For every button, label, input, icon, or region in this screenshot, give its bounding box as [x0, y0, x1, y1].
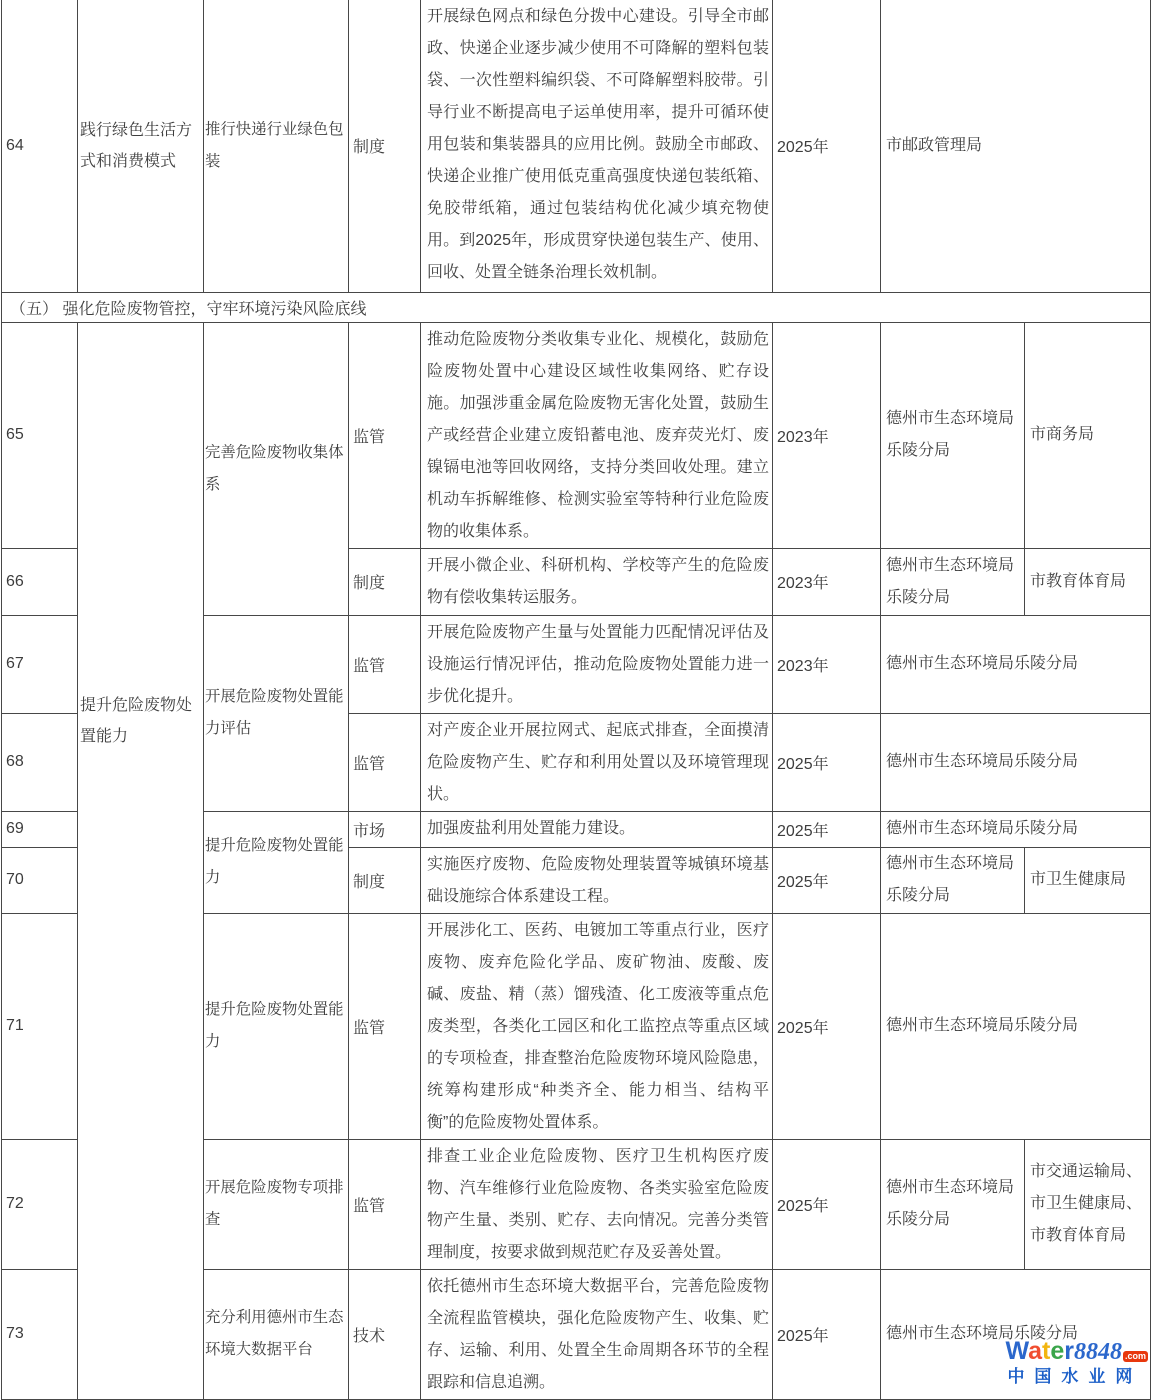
cell-r64-number: 64 — [2, 0, 78, 292]
cell-r67-year: 2023年 — [773, 615, 881, 713]
cell-r64-department: 市邮政管理局 — [881, 0, 1151, 292]
cell-r66-responsible: 德州市生态环境局乐陵分局 — [881, 548, 1025, 615]
cell-r65-description: 推动危险废物分类收集专业化、规模化，鼓励危险废物处置中心建设区域性收集网络、贮存设施。加强涉重金属危险废物无害化处置，鼓励生产或经营企业建立废铅蓄电池、废弃荧光灯、废镍镉电池等回收网络，支持分类回收处理。建立机动车拆解维修、检测实验室等特种行业危险废物的收集体系。 — [421, 322, 773, 548]
cell-r68-year: 2025年 — [773, 713, 881, 811]
cell-r71-number: 71 — [2, 913, 78, 1139]
logo-letter: W — [1005, 1337, 1029, 1365]
action-plan-table — [1, 0, 1151, 1400]
cell-r65-year: 2023年 — [773, 322, 881, 548]
cell-r69-year: 2025年 — [773, 811, 881, 847]
cell-r73-number: 73 — [2, 1269, 78, 1399]
cell-r66-cooperating: 市教育体育局 — [1025, 548, 1151, 615]
cell-r65-responsible: 德州市生态环境局乐陵分局 — [881, 322, 1025, 548]
watermark-tagline: 中国水业网 — [1007, 1367, 1143, 1386]
cell-r73-task: 充分利用德州市生态环境大数据平台 — [204, 1269, 349, 1399]
cell-r65-task: 完善危险废物收集体系 — [204, 322, 349, 615]
cell-r68-type: 监管 — [349, 713, 421, 811]
cell-r73-type: 技术 — [349, 1269, 421, 1399]
logo-number: 8848 — [1073, 1339, 1122, 1365]
table-row-64 — [2, 0, 1151, 292]
water8848-logo — [1005, 1339, 1148, 1364]
cell-r69-responsible: 德州市生态环境局乐陵分局 — [881, 811, 1151, 847]
logo-letter: a — [1028, 1337, 1043, 1365]
cell-r73-description: 依托德州市生态环境大数据平台，完善危险废物全流程监管模块，强化危险废物产生、收集、贮存、运输、利用、处置全生命周期各环节的全程跟踪和信息追溯。 — [421, 1269, 773, 1399]
section-header: （五） 强化危险废物管控，守牢环境污染风险底线 — [2, 292, 1151, 322]
cell-r71-task: 提升危险废物处置能力 — [204, 913, 349, 1139]
cell-r64-category: 践行绿色生活方式和消费模式 — [78, 0, 204, 292]
cell-r67-type: 监管 — [349, 615, 421, 713]
logo-letter: e — [1050, 1337, 1065, 1365]
cell-r65-type: 监管 — [349, 322, 421, 548]
cell-r66-type: 制度 — [349, 548, 421, 615]
cell-r67-responsible: 德州市生态环境局乐陵分局 — [881, 615, 1151, 713]
cell-r66-number: 66 — [2, 548, 78, 615]
cell-r68-number: 68 — [2, 713, 78, 811]
cell-r64-description: 开展绿色网点和绿色分拨中心建设。引导全市邮政、快递企业逐步减少使用不可降解的塑料包装袋、一次性塑料编织袋、不可降解塑料胶带。引导行业不断提高电子运单使用率，提升可循环使用包装和集装器具的应用比例。鼓励全市邮政、快递企业推广使用低克重高强度快递包装纸箱、免胶带纸箱，通过包装结构优化减少填充物使用。到2025年，形成贯穿快递包装生产、使用、回收、处置全链条治理长效机制。 — [421, 0, 773, 292]
cell-r71-description: 开展涉化工、医药、电镀加工等重点行业，医疗废物、废弃危险化学品、废矿物油、废酸、废碱、废盐、精（蒸）馏残渣、化工废液等重点危废类型，各类化工园区和化工监控点等重点区域的专项检查，排查整治危险废物环境风险隐患，统筹构建形成“种类齐全、能力相当、结构平衡”的危险废物处置体系。 — [421, 913, 773, 1139]
cell-r69-number: 69 — [2, 811, 78, 847]
cell-r72-task: 开展危险废物专项排查 — [204, 1139, 349, 1269]
cell-r64-task: 推行快递行业绿色包装 — [204, 0, 349, 292]
cell-r67-task: 开展危险废物处置能力评估 — [204, 615, 349, 811]
cell-r70-number: 70 — [2, 847, 78, 913]
section-header-row — [2, 292, 1151, 322]
cell-r64-year: 2025年 — [773, 0, 881, 292]
water8848-watermark — [1005, 1339, 1148, 1385]
cell-r67-description: 开展危险废物产生量与处置能力匹配情况评估及设施运行情况评估，推动危险废物处置能力进一步优化提升。 — [421, 615, 773, 713]
cell-r72-type: 监管 — [349, 1139, 421, 1269]
logo-letter: t — [1042, 1337, 1051, 1365]
cell-r66-year: 2023年 — [773, 548, 881, 615]
cell-r64-type: 制度 — [349, 0, 421, 292]
cell-r70-year: 2025年 — [773, 847, 881, 913]
logo-letter: r — [1064, 1337, 1074, 1365]
logo-tld-badge: .com — [1124, 1351, 1146, 1361]
cell-r72-cooperating: 市交通运输局、市卫生健康局、市教育体育局 — [1025, 1139, 1151, 1269]
cell-r73-year: 2025年 — [773, 1269, 881, 1399]
cell-category-hazardous-waste: 提升危险废物处置能力 — [78, 322, 204, 1399]
cell-r67-number: 67 — [2, 615, 78, 713]
table-row-65 — [2, 322, 1151, 548]
cell-r69-task: 提升危险废物处置能力 — [204, 811, 349, 913]
cell-r68-description: 对产废企业开展拉网式、起底式排查，全面摸清危险废物产生、贮存和利用处置以及环境管理现状。 — [421, 713, 773, 811]
cell-r71-year: 2025年 — [773, 913, 881, 1139]
cell-r72-number: 72 — [2, 1139, 78, 1269]
cell-r65-number: 65 — [2, 322, 78, 548]
cell-r72-description: 排查工业企业危险废物、医疗卫生机构医疗废物、汽车维修行业危险废物、各类实验室危险废物产生量、类别、贮存、去向情况。完善分类管理制度，按要求做到规范贮存及妥善处置。 — [421, 1139, 773, 1269]
cell-r69-description: 加强废盐利用处置能力建设。 — [421, 811, 773, 847]
cell-r69-type: 市场 — [349, 811, 421, 847]
cell-r71-type: 监管 — [349, 913, 421, 1139]
cell-r72-responsible: 德州市生态环境局乐陵分局 — [881, 1139, 1025, 1269]
cell-r68-responsible: 德州市生态环境局乐陵分局 — [881, 713, 1151, 811]
cell-r71-responsible: 德州市生态环境局乐陵分局 — [881, 913, 1151, 1139]
cell-r70-type: 制度 — [349, 847, 421, 913]
cell-r72-year: 2025年 — [773, 1139, 881, 1269]
cell-r65-cooperating: 市商务局 — [1025, 322, 1151, 548]
cell-r66-description: 开展小微企业、科研机构、学校等产生的危险废物有偿收集转运服务。 — [421, 548, 773, 615]
cell-r73-responsible: 德州市生态环境局乐陵分局 — [881, 1269, 1151, 1399]
cell-r70-description: 实施医疗废物、危险废物处理装置等城镇环境基础设施综合体系建设工程。 — [421, 847, 773, 913]
cell-r70-responsible: 德州市生态环境局乐陵分局 — [881, 847, 1025, 913]
cell-r70-cooperating: 市卫生健康局 — [1025, 847, 1151, 913]
